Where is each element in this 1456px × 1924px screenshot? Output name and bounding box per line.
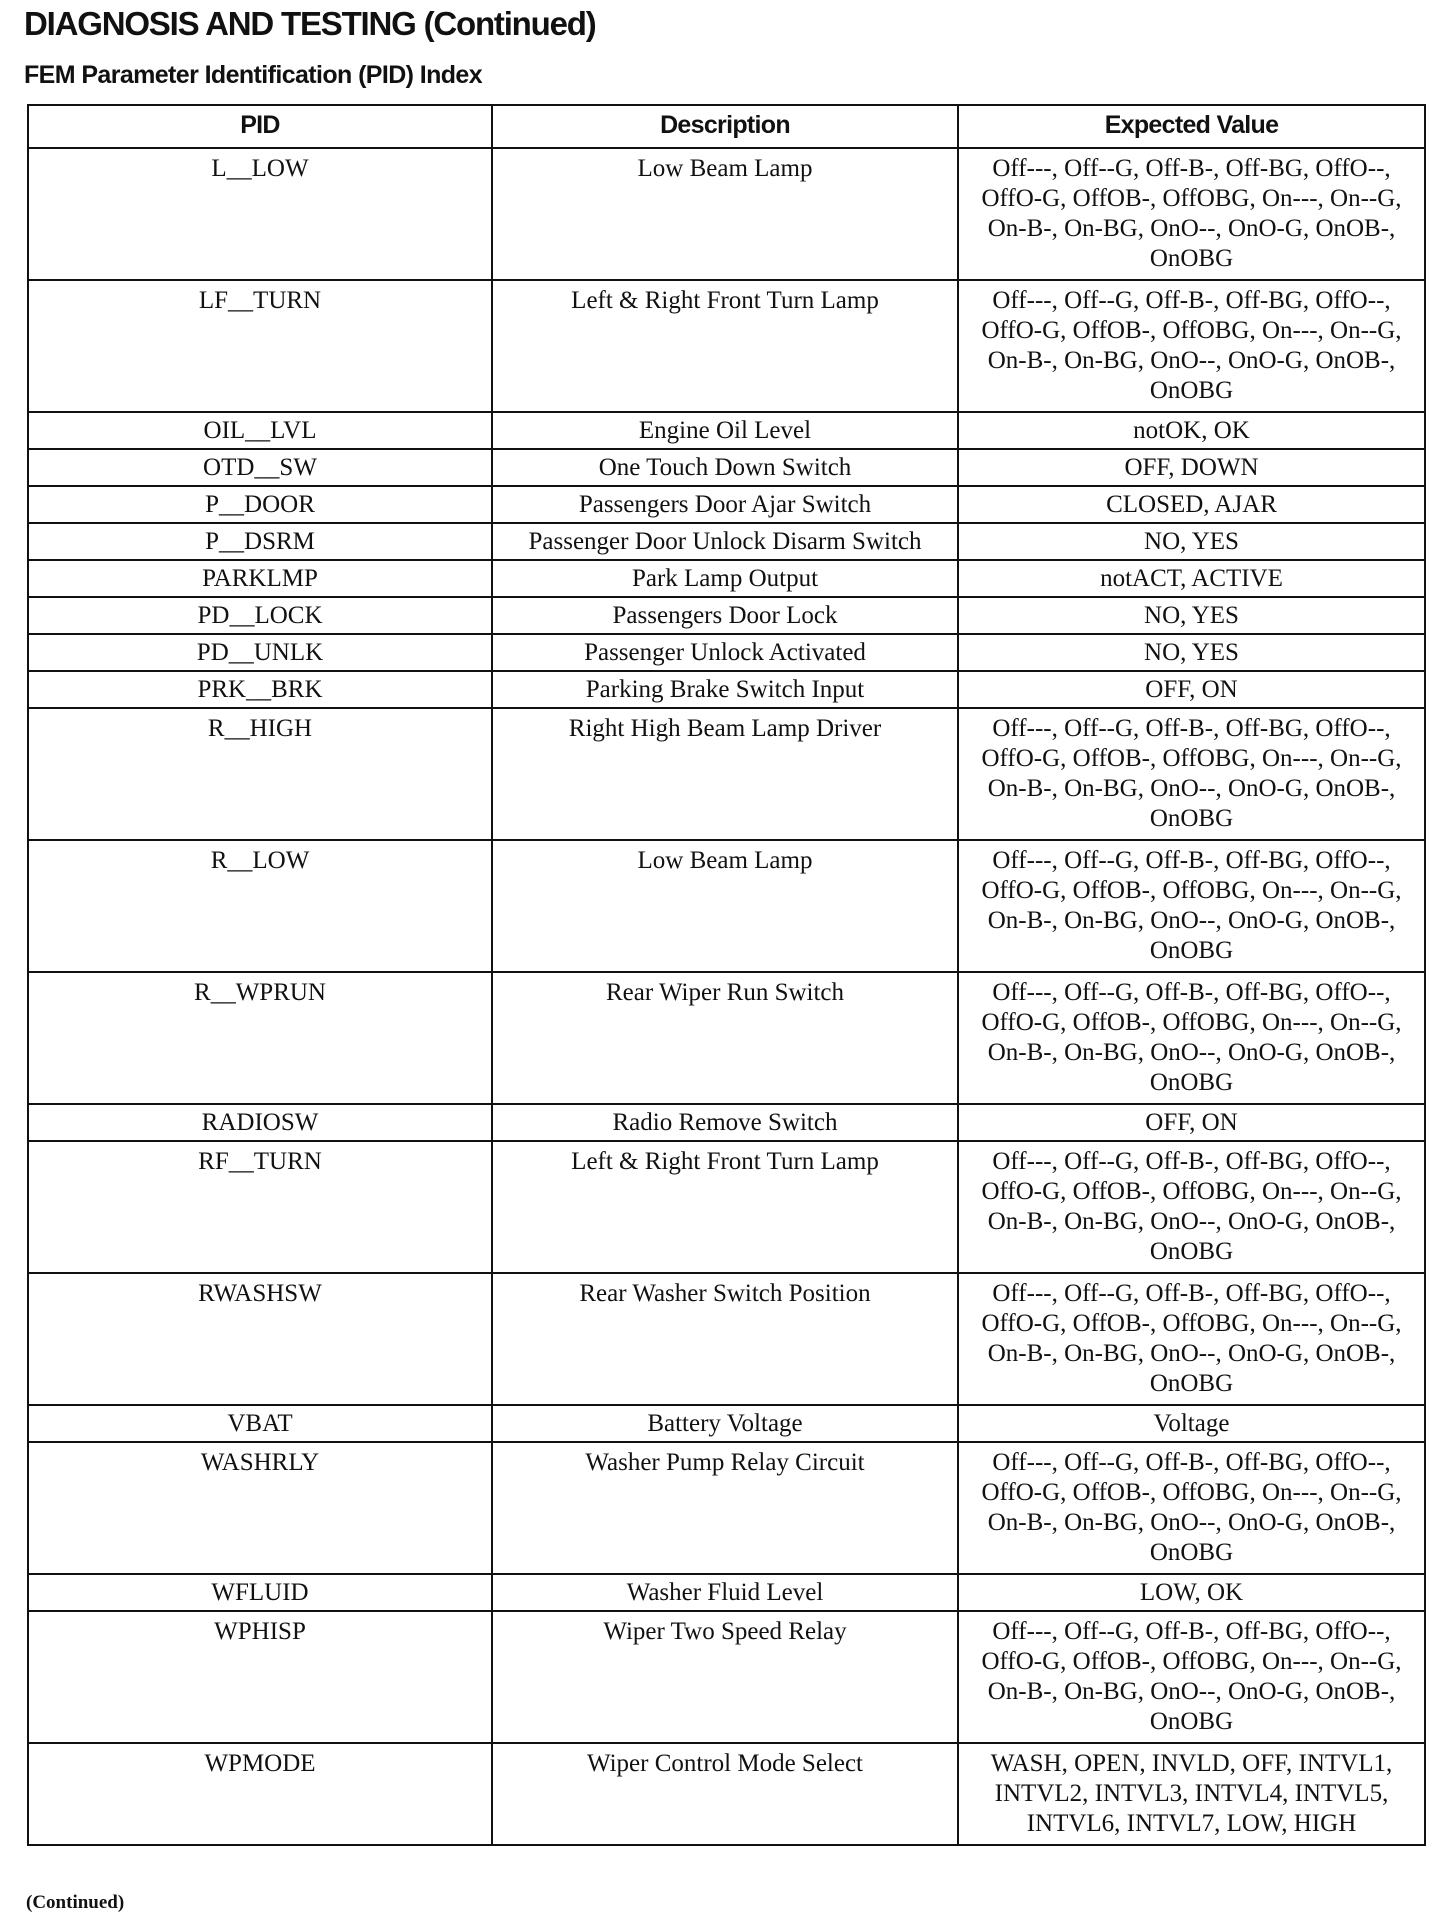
- description-cell: Low Beam Lamp: [492, 840, 958, 972]
- table-row: [28, 560, 1425, 597]
- table-row: [28, 449, 1425, 486]
- pid-index-table: [27, 104, 1426, 1846]
- description-cell: Wiper Two Speed Relay: [492, 1611, 958, 1743]
- table-row: [28, 634, 1425, 671]
- expected-value-cell: Off---, Off--G, Off-B-, Off-BG, OffO--, OffO-G, OffOB-, OffOBG, On---, On--G, On-B-, On-BG, OnO--, OnO-G, OnOB-, OnOBG: [958, 1611, 1425, 1743]
- pid-cell: R__WPRUN: [28, 972, 492, 1104]
- description-cell: Left & Right Front Turn Lamp: [492, 1141, 958, 1273]
- pid-cell: VBAT: [28, 1405, 492, 1442]
- continued-footer: (Continued): [26, 1892, 125, 1913]
- pid-cell: OIL__LVL: [28, 412, 492, 449]
- table-row: [28, 1141, 1425, 1273]
- description-cell: Battery Voltage: [492, 1405, 958, 1442]
- description-cell: Passenger Door Unlock Disarm Switch: [492, 523, 958, 560]
- pid-cell: R__LOW: [28, 840, 492, 972]
- pid-cell: OTD__SW: [28, 449, 492, 486]
- pid-cell: R__HIGH: [28, 708, 492, 840]
- expected-value-cell: Off---, Off--G, Off-B-, Off-BG, OffO--, OffO-G, OffOB-, OffOBG, On---, On--G, On-B-, On-BG, OnO--, OnO-G, OnOB-, OnOBG: [958, 148, 1425, 280]
- pid-cell: PRK__BRK: [28, 671, 492, 708]
- table-row: [28, 1104, 1425, 1141]
- pid-cell: WASHRLY: [28, 1442, 492, 1574]
- expected-value-cell: Off---, Off--G, Off-B-, Off-BG, OffO--, OffO-G, OffOB-, OffOBG, On---, On--G, On-B-, On-BG, OnO--, OnO-G, OnOB-, OnOBG: [958, 972, 1425, 1104]
- expected-value-cell: OFF, ON: [958, 671, 1425, 708]
- expected-value-cell: Off---, Off--G, Off-B-, Off-BG, OffO--, OffO-G, OffOB-, OffOBG, On---, On--G, On-B-, On-BG, OnO--, OnO-G, OnOB-, OnOBG: [958, 708, 1425, 840]
- description-cell: Washer Fluid Level: [492, 1574, 958, 1611]
- table-row: [28, 708, 1425, 840]
- expected-value-cell: Off---, Off--G, Off-B-, Off-BG, OffO--, OffO-G, OffOB-, OffOBG, On---, On--G, On-B-, On-BG, OnO--, OnO-G, OnOB-, OnOBG: [958, 1273, 1425, 1405]
- pid-cell: PD__UNLK: [28, 634, 492, 671]
- pid-cell: L__LOW: [28, 148, 492, 280]
- pid-cell: LF__TURN: [28, 280, 492, 412]
- expected-value-cell: WASH, OPEN, INVLD, OFF, INTVL1, INTVL2, INTVL3, INTVL4, INTVL5, INTVL6, INTVL7, LOW, HIGH: [958, 1743, 1425, 1845]
- description-cell: Passengers Door Ajar Switch: [492, 486, 958, 523]
- description-cell: Washer Pump Relay Circuit: [492, 1442, 958, 1574]
- pid-cell: RF__TURN: [28, 1141, 492, 1273]
- expected-value-cell: Off---, Off--G, Off-B-, Off-BG, OffO--, OffO-G, OffOB-, OffOBG, On---, On--G, On-B-, On-BG, OnO--, OnO-G, OnOB-, OnOBG: [958, 280, 1425, 412]
- description-cell: Passengers Door Lock: [492, 597, 958, 634]
- table-row: [28, 671, 1425, 708]
- table-row: [28, 840, 1425, 972]
- expected-value-cell: Off---, Off--G, Off-B-, Off-BG, OffO--, OffO-G, OffOB-, OffOBG, On---, On--G, On-B-, On-BG, OnO--, OnO-G, OnOB-, OnOBG: [958, 1141, 1425, 1273]
- table-title: FEM Parameter Identification (PID) Index: [24, 61, 483, 89]
- table-row: [28, 1574, 1425, 1611]
- page-title: DIAGNOSIS AND TESTING (Continued): [24, 5, 596, 42]
- column-header-description: Description: [492, 105, 958, 148]
- column-header-expected-value: Expected Value: [958, 105, 1425, 148]
- description-cell: Left & Right Front Turn Lamp: [492, 280, 958, 412]
- expected-value-cell: notOK, OK: [958, 412, 1425, 449]
- table-header-row: [28, 105, 1425, 148]
- column-header-pid: PID: [28, 105, 492, 148]
- expected-value-cell: NO, YES: [958, 634, 1425, 671]
- pid-cell: PD__LOCK: [28, 597, 492, 634]
- table-row: [28, 1405, 1425, 1442]
- description-cell: Passenger Unlock Activated: [492, 634, 958, 671]
- expected-value-cell: Off---, Off--G, Off-B-, Off-BG, OffO--, OffO-G, OffOB-, OffOBG, On---, On--G, On-B-, On-BG, OnO--, OnO-G, OnOB-, OnOBG: [958, 840, 1425, 972]
- description-cell: Low Beam Lamp: [492, 148, 958, 280]
- expected-value-cell: notACT, ACTIVE: [958, 560, 1425, 597]
- description-cell: One Touch Down Switch: [492, 449, 958, 486]
- expected-value-cell: OFF, DOWN: [958, 449, 1425, 486]
- expected-value-cell: Off---, Off--G, Off-B-, Off-BG, OffO--, OffO-G, OffOB-, OffOBG, On---, On--G, On-B-, On-BG, OnO--, OnO-G, OnOB-, OnOBG: [958, 1442, 1425, 1574]
- description-cell: Park Lamp Output: [492, 560, 958, 597]
- pid-cell: RWASHSW: [28, 1273, 492, 1405]
- pid-cell: WPHISP: [28, 1611, 492, 1743]
- table-row: [28, 523, 1425, 560]
- table-row: [28, 280, 1425, 412]
- pid-cell: PARKLMP: [28, 560, 492, 597]
- pid-cell: P__DOOR: [28, 486, 492, 523]
- description-cell: Right High Beam Lamp Driver: [492, 708, 958, 840]
- expected-value-cell: NO, YES: [958, 523, 1425, 560]
- table-row: [28, 597, 1425, 634]
- description-cell: Engine Oil Level: [492, 412, 958, 449]
- table-row: [28, 1743, 1425, 1845]
- expected-value-cell: LOW, OK: [958, 1574, 1425, 1611]
- table-row: [28, 1611, 1425, 1743]
- pid-cell: P__DSRM: [28, 523, 492, 560]
- table-row: [28, 1442, 1425, 1574]
- pid-cell: WFLUID: [28, 1574, 492, 1611]
- expected-value-cell: OFF, ON: [958, 1104, 1425, 1141]
- expected-value-cell: Voltage: [958, 1405, 1425, 1442]
- table-row: [28, 412, 1425, 449]
- table-row: [28, 486, 1425, 523]
- description-cell: Wiper Control Mode Select: [492, 1743, 958, 1845]
- description-cell: Radio Remove Switch: [492, 1104, 958, 1141]
- table-row: [28, 972, 1425, 1104]
- expected-value-cell: CLOSED, AJAR: [958, 486, 1425, 523]
- pid-cell: RADIOSW: [28, 1104, 492, 1141]
- description-cell: Rear Wiper Run Switch: [492, 972, 958, 1104]
- expected-value-cell: NO, YES: [958, 597, 1425, 634]
- description-cell: Rear Washer Switch Position: [492, 1273, 958, 1405]
- description-cell: Parking Brake Switch Input: [492, 671, 958, 708]
- pid-cell: WPMODE: [28, 1743, 492, 1845]
- table-row: [28, 148, 1425, 280]
- table-row: [28, 1273, 1425, 1405]
